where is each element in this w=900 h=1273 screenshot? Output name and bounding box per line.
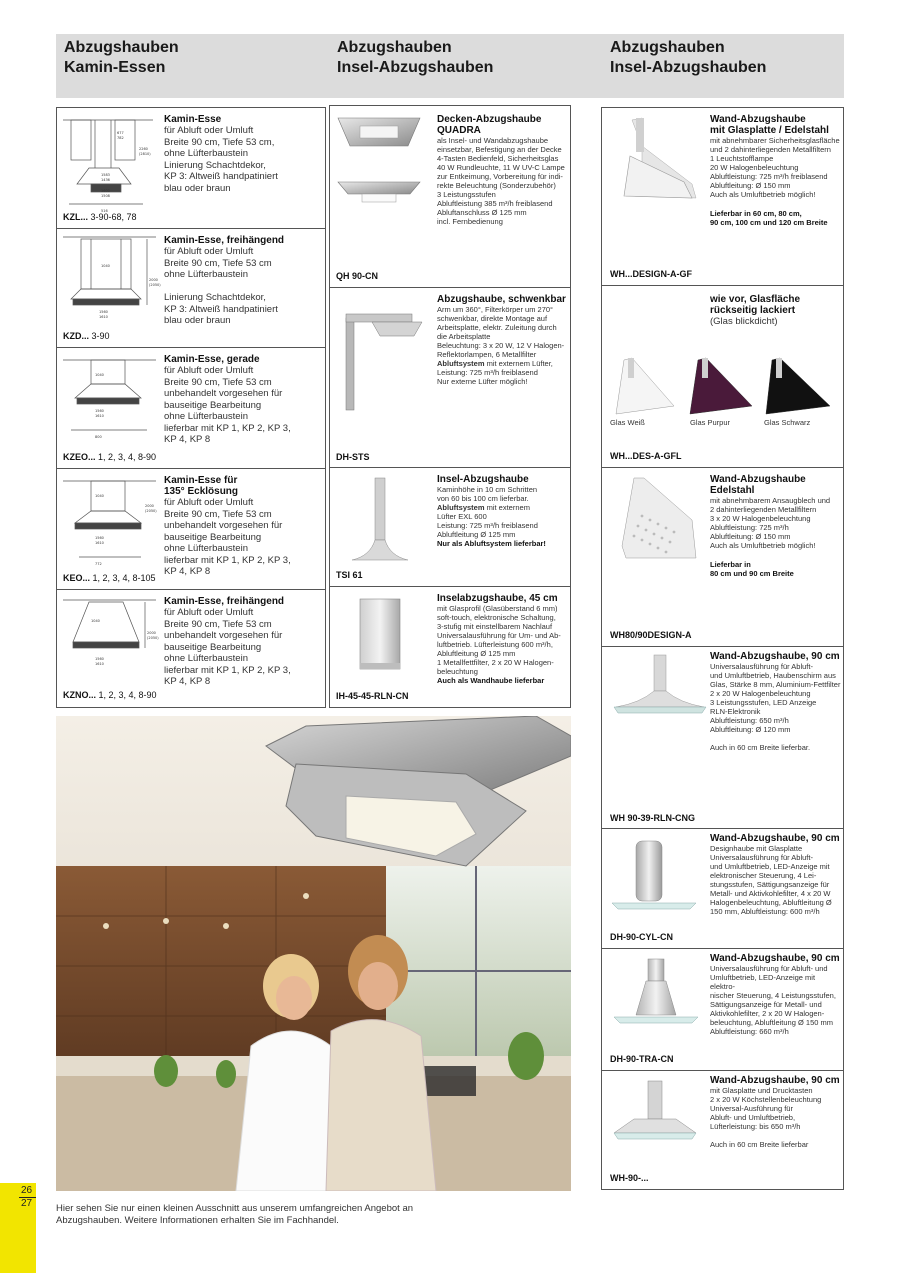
svg-text:(2050): (2050): [149, 283, 161, 287]
product-code: DH-90-TRA-CN: [610, 1054, 674, 1064]
product-description: Kaminhöhe in 10 cm Schritten von 60 bis 100 cm lieferbar. Abluftsystem mit externem Lüfter EXL 600 Leistung: 725 m³/h freiblasend Abluftleitung Ø 125 mm: [437, 485, 538, 539]
column-header-2: Abzugshauben Insel-Abzugshauben: [337, 39, 494, 76]
product-title: Wand-Abzugshaube, 90 cm: [710, 651, 840, 662]
page-number-right: 27: [19, 1197, 36, 1210]
svg-text:2000: 2000: [147, 631, 156, 635]
svg-text:1560: 1560: [95, 536, 104, 540]
steel-wall-hood-image: [612, 476, 704, 566]
product-title: Kamin-Esse für 135° Ecklösung: [164, 475, 239, 497]
chimney-hood-image: [610, 1079, 702, 1155]
svg-text:2260: 2260: [139, 147, 148, 151]
column-header-3: Abzugshauben Insel-Abzugshauben: [610, 39, 767, 76]
keo-drawing: [61, 473, 161, 573]
product-description: Universalausführung für Abluft- und Umluftbetrieb, Haubenschirm aus Glas, Stärke 8 mm, Aluminium-Fettfilter 2 x 20 W Halogenbeleuchtung 3 Leistungsstufen, LED Anzeige RLN-Elektronik Abluftleistung: 650 m³/h Abluftleitung: Ø 120 mm Auch in 60 cm Breite lieferbar.: [710, 662, 841, 752]
product-card-kzeo[interactable]: [57, 348, 325, 469]
product-description: mit abnehmbarem Ansaugblech und 2 dahinterliegenden Metallfiltern 3 x 20 W Halogenbeleuchtung Abluftleistung: 725 m³/h Abluftleitung: Ø 150 mm Auch als Umluftbetrieb möglich!: [710, 496, 831, 550]
svg-text:800: 800: [95, 435, 102, 439]
trapezoid-hood-image: [610, 955, 702, 1045]
page-number-left: 26: [21, 1185, 33, 1196]
product-card-ih-45-45-rln-cn[interactable]: [330, 587, 570, 707]
product-title: Wand-Abzugshaube mit Glasplatte / Edelstahl: [710, 114, 829, 136]
product-note: Nur als Abluftsystem lieferbar!: [437, 539, 546, 548]
product-card-wh-90[interactable]: [602, 1071, 843, 1189]
product-title: Kamin-Esse, gerade: [164, 354, 260, 365]
product-description: für Abluft oder Umluft Breite 90 cm, Tiefe 53 cm unbehandelt vorgesehen für bauseitige Bearbeitung ohne Lüfterbaustein lieferbar mit KP 1, KP 2, KP 3, KP 4, KP 8: [164, 607, 291, 687]
island-hood-image: [346, 476, 416, 562]
kzl-drawing: [61, 112, 161, 216]
product-card-dh-90-tra-cn[interactable]: [602, 949, 843, 1071]
product-description: mit abnehmbarer Sicherheitsglasfläche und 2 dahinterliegenden Metallfiltern 1 Leuchtstofflampe 20 W Halogenbeleuchtung Abluftleistung: 725 m³/h freiblasend Abluftleitung: Ø 150 mm Auch als Umluftbetrieb möglich!: [710, 136, 840, 199]
product-description: Universalausführung für Abluft- und Umluftbetrieb, LED-Anzeige mit elektro- nischer Steuerung, 4 Leistungsstufen, Sättigungsanzeige für Metall- und Aktivkohlefilter, 2 x 20 W Halogen- beleuchtung, Abluftleitung Ø 150 mm Abluftleistung: 660 m³/h: [710, 964, 836, 1036]
glass-white-label: Glas Weiß: [610, 418, 645, 427]
product-title: Insel-Abzugshaube: [437, 474, 529, 485]
product-code: WH...DES-A-GFL: [610, 451, 682, 461]
island-glass-hood-image: [358, 597, 404, 673]
kzd-drawing: [61, 231, 161, 331]
svg-text:1610: 1610: [95, 541, 104, 545]
product-code: KEO... 1, 2, 3, 4, 8-105: [63, 573, 156, 583]
insel-abzugshauben-box: [329, 105, 571, 708]
product-code: WH-90-...: [610, 1173, 649, 1183]
glass-wall-hood-image: [612, 116, 702, 202]
product-card-keo[interactable]: [57, 469, 325, 590]
svg-text:1436: 1436: [101, 178, 110, 182]
product-title: Wand-Abzugshaube, 90 cm: [710, 1075, 840, 1086]
product-code: DH-STS: [336, 452, 370, 462]
svg-text:1610: 1610: [95, 414, 104, 418]
product-code: KZNO... 1, 2, 3, 4, 8-90: [63, 690, 157, 700]
product-code: WH80/90DESIGN-A: [610, 630, 692, 640]
svg-text:1610: 1610: [99, 315, 108, 319]
glass-canopy-hood-image: [610, 653, 710, 719]
cylinder-hood-image: [610, 837, 700, 921]
wand-abzugshauben-box: [601, 107, 844, 1190]
product-title: Kamin-Esse: [164, 114, 222, 125]
product-code: TSI 61: [336, 570, 363, 580]
kamin-essen-box: [56, 107, 326, 708]
svg-text:1040: 1040: [91, 619, 100, 623]
svg-text:(2050): (2050): [147, 636, 159, 640]
product-code: WH 90-39-RLN-CNG: [610, 813, 696, 823]
product-description: für Abluft oder Umluft Breite 90 cm, Tiefe 53 cm, ohne Lüfterbaustein Linierung Schachtdekor, KP 3: Altweiß handpatiniert blau oder braun: [164, 125, 278, 194]
product-note: Auch als Wandhaube lieferbar: [437, 676, 545, 685]
product-card-wh-des-a-gfl[interactable]: [602, 286, 843, 468]
product-title: wie vor, Glasfläche rückseitig lackiert: [710, 294, 801, 316]
product-subtitle: (Glas blickdicht): [710, 316, 778, 327]
product-description: Arm um 360°, Filterkörper um 270° schwenkbar, direkte Montage auf Arbeitsplatte, elektr. Zuleitung durch die Arbeitsplatte Beleuchtung: 3 x 20 W, 12 V Halogen- Reflektorlampen, 6 Metallfilter Abluftsystem mit externem Lüfter, Leistung: 725 m³/h freiblasend Nur externe Lüfter möglich!: [437, 305, 565, 386]
product-description: mit Glasprofil (Glasüberstand 6 mm) soft-touch, elektronische Schaltung, 3-stufig mit einstellbarem Nachlauf Universalausführung für Um- und Ab- luftbetrieb. Lüfterleistung 600 m³/h, Abluftleitung Ø 125 mm 1 Metallfettfilter, 2 x 20 W Halogen- beleuchtung: [437, 604, 561, 676]
column-header-1: Abzugshauben Kamin-Essen: [64, 39, 179, 76]
product-card-kzd[interactable]: [57, 229, 325, 348]
product-title: Decken-Abzugshaube QUADRA: [437, 114, 542, 136]
svg-text:1610: 1610: [95, 662, 104, 666]
svg-text:2000: 2000: [145, 504, 154, 508]
page-caption: Hier sehen Sie nur einen kleinen Ausschnitt aus unserem umfangreichen Angebot an Abzugshauben. Weitere Informationen erhalten Sie im Fachhandel.: [56, 1203, 414, 1226]
svg-text:1560: 1560: [99, 310, 108, 314]
glass-color-variants-image: [610, 356, 840, 422]
product-code: KZD... 3-90: [63, 331, 110, 341]
product-title: Inselabzugshaube, 45 cm: [437, 593, 558, 604]
svg-text:(2050): (2050): [145, 509, 157, 513]
kitchen-photo: [56, 716, 571, 1191]
product-code: QH 90-CN: [336, 271, 379, 281]
product-note: Lieferbar in 80 cm und 90 cm Breite: [710, 560, 794, 578]
svg-text:1040: 1040: [101, 264, 110, 268]
product-description: Designhaube mit Glasplatte Universalausführung für Abluft- und Umluftbetrieb, LED-Anzeige mit elektronischer Steuerung, 4 Lei- stungsstufen, Sättigungsanzeige für Metall- und Aktivkohlefilter, 4 x 20 W Halogenbeleuchtung, Abluftleitung Ø 150 mm, Abluftleistung: 600 m³/h: [710, 844, 832, 916]
product-description: für Abluft oder Umluft Breite 90 cm, Tiefe 53 cm unbehandelt vorgesehen für bauseitige Bearbeitung ohne Lüfterbaustein lieferbar mit KP 1, KP 2, KP 3, KP 4, KP 8: [164, 497, 291, 577]
svg-text:1560: 1560: [95, 657, 104, 661]
kzeo-drawing: [61, 352, 161, 448]
svg-text:782: 782: [117, 136, 124, 140]
kzno-drawing: [61, 594, 161, 680]
product-title: Wand-Abzugshaube, 90 cm: [710, 953, 840, 964]
glass-black-label: Glas Schwarz: [764, 418, 811, 427]
product-description: mit Glasplatte und Drucktasten 2 x 20 W Köchstellenbeleuchtung Universal-Ausführung für Abluft- und Umluftbetrieb, Lüfterleistung: bis 650 m³/h Auch in 60 cm Breite lieferbar: [710, 1086, 822, 1149]
product-title: Kamin-Esse, freihängend: [164, 235, 285, 246]
product-card-wh-design-a-gf[interactable]: [602, 108, 843, 286]
svg-text:772: 772: [95, 562, 102, 566]
product-title: Wand-Abzugshaube Edelstahl: [710, 474, 806, 496]
svg-text:1040: 1040: [95, 494, 104, 498]
svg-text:2000: 2000: [149, 278, 158, 282]
product-card-kzno[interactable]: [57, 590, 325, 707]
product-card-dh-90-cyl-cn[interactable]: [602, 829, 843, 949]
product-card-qh-90-cn[interactable]: [330, 106, 570, 288]
product-code: IH-45-45-RLN-CN: [336, 691, 409, 701]
svg-text:(2810): (2810): [139, 152, 151, 156]
svg-text:1583: 1583: [101, 173, 110, 177]
product-title: Wand-Abzugshaube, 90 cm: [710, 833, 840, 844]
svg-text:1560: 1560: [95, 409, 104, 413]
product-description: als Insel- und Wandabzugshaube einsetzbar, Befestigung an der Decke 4-Tasten Bedienfeld, Sicherheitsglas 40 W Rundleuchte, 11 W UV-C Lampe zur Entkeimung, Vorbereitung für indi- rekte Beleuchtung (Sonderzubehör) 3 Leistungsstufen Abluftleistung 385 m³/h freiblasend Abluftanschluss Ø 125 mm incl. Fernbedienung: [437, 136, 565, 226]
svg-text:1508: 1508: [101, 194, 110, 198]
product-code: WH...DESIGN-A-GF: [610, 269, 692, 279]
svg-text:1600: 1600: [101, 189, 110, 193]
swivel-hood-image: [336, 304, 430, 414]
product-code: DH-90-CYL-CN: [610, 932, 673, 942]
product-title: Abzugshaube, schwenkbar: [437, 294, 566, 305]
product-card-tsi-61[interactable]: [330, 468, 570, 587]
quadra-hood-image: [334, 112, 430, 212]
product-code: KZEO... 1, 2, 3, 4, 8-90: [63, 452, 157, 462]
page-number-tab: [0, 1183, 36, 1273]
product-card-wh80-90design-a[interactable]: [602, 468, 843, 647]
product-code: KZL... 3-90-68, 78: [63, 212, 137, 222]
product-card-kzl[interactable]: [57, 108, 325, 229]
product-card-dh-sts[interactable]: [330, 288, 570, 468]
product-description: für Abluft oder Umluft Breite 90 cm, Tiefe 53 cm unbehandelt vorgesehen für bauseitige Bearbeitung ohne Lüfterbaustein lieferbar mit KP 1, KP 2, KP 3, KP 4, KP 8: [164, 365, 291, 445]
svg-text:677: 677: [117, 131, 124, 135]
product-title: Kamin-Esse, freihängend: [164, 596, 285, 607]
product-card-wh-90-39-rln-cng[interactable]: [602, 647, 843, 829]
product-description: für Abluft oder Umluft Breite 90 cm, Tiefe 53 cm ohne Lüfterbaustein Linierung Schachtdekor, KP 3: Altweiß handpatiniert blau oder braun: [164, 246, 278, 326]
product-note: Lieferbar in 60 cm, 80 cm, 90 cm, 100 cm und 120 cm Breite: [710, 209, 828, 227]
svg-text:516: 516: [101, 209, 108, 213]
glass-purple-label: Glas Purpur: [690, 418, 731, 427]
svg-text:1040: 1040: [95, 373, 104, 377]
